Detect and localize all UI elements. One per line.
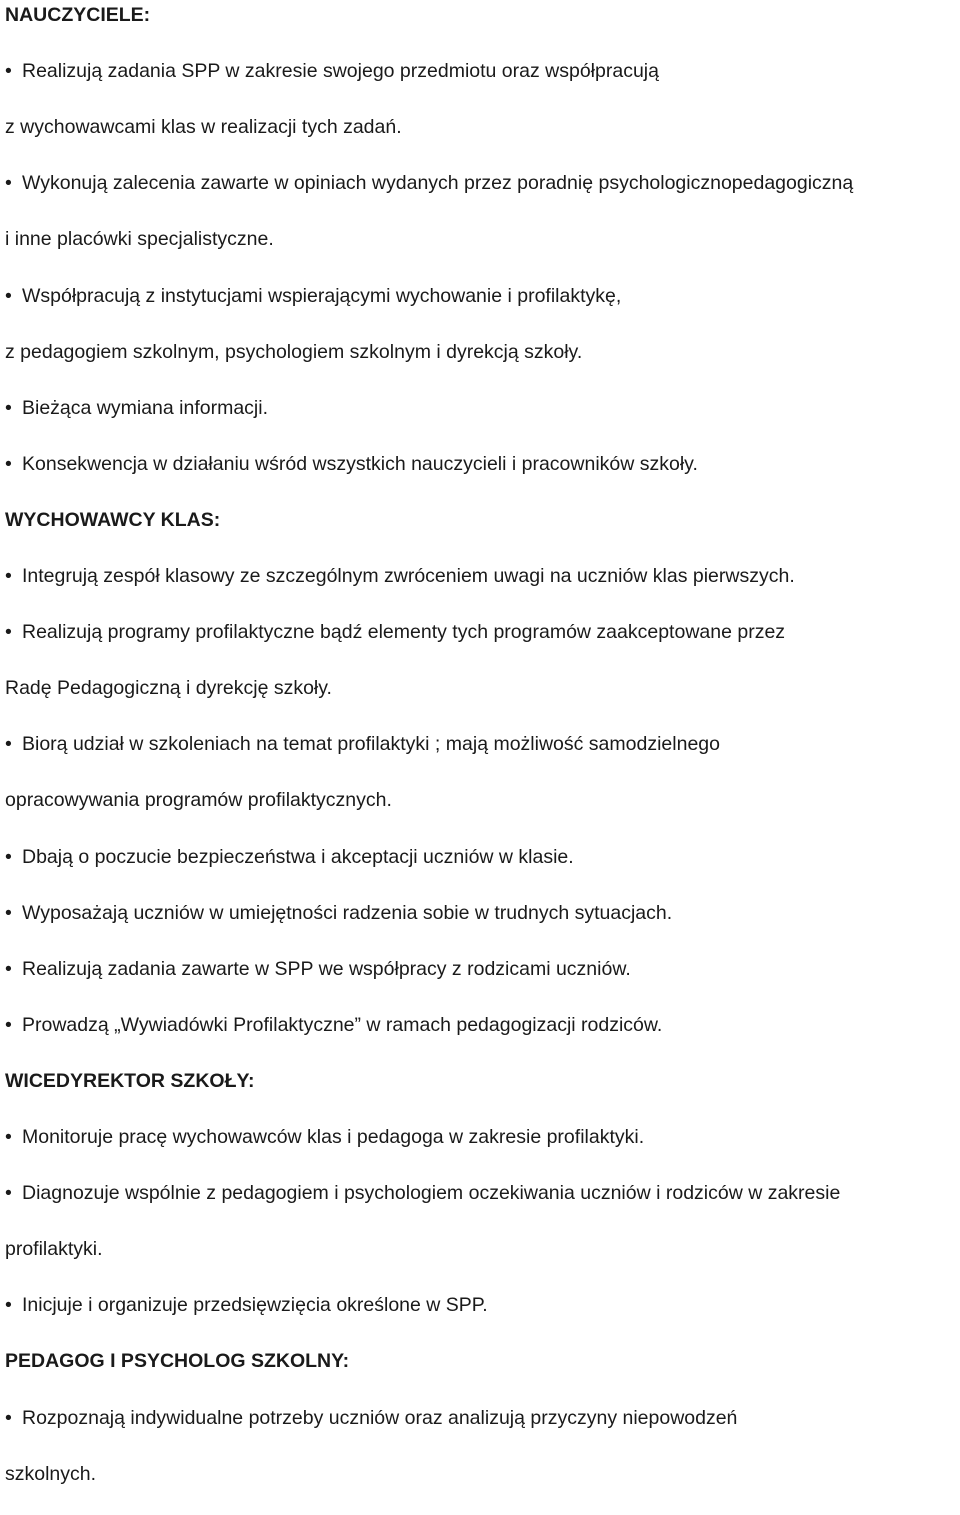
bullet-icon: • bbox=[5, 845, 12, 868]
bullet-icon: • bbox=[5, 1126, 12, 1148]
continuation-line bbox=[5, 224, 274, 280]
bullet-item bbox=[5, 393, 268, 449]
line-text: i inne placówki specjalistyczne. bbox=[5, 228, 274, 251]
bullet-icon: • bbox=[5, 565, 12, 587]
bullet-icon: • bbox=[5, 172, 12, 195]
bullet-item bbox=[5, 1290, 488, 1346]
line-text: Monitoruje pracę wychowawców klas i pedagoga w zakresie profilaktyki. bbox=[22, 1126, 645, 1148]
continuation-line bbox=[5, 673, 332, 729]
line-text: Realizują zadania SPP w zakresie swojego przedmiotu oraz współpracują bbox=[22, 60, 659, 83]
bullet-icon: • bbox=[5, 1406, 12, 1429]
line-text: Bieżąca wymiana informacji. bbox=[22, 396, 269, 419]
bullet-item bbox=[5, 561, 795, 617]
section-heading: PEDAGOG I PSYCHOLOG SZKOLNY: bbox=[5, 1350, 350, 1373]
line-text: szkolnych. bbox=[5, 1462, 97, 1485]
line-text: opracowywania programów profilaktycznych. bbox=[5, 789, 392, 812]
section-heading: WYCHOWAWCY KLAS: bbox=[5, 508, 221, 531]
line-text: Prowadzą „Wywiadówki Profilaktyczne” w ramach pedagogizacji rodziców. bbox=[22, 1013, 663, 1036]
line-text: z pedagogiem szkolnym, psychologiem szkolnym i dyrekcją szkoły. bbox=[5, 340, 583, 363]
line-text: Konsekwencja w działaniu wśród wszystkich nauczycieli i pracowników szkoły. bbox=[22, 452, 698, 475]
bullet-icon: • bbox=[5, 452, 12, 475]
line-text: Diagnozuje wspólnie z pedagogiem i psychologiem oczekiwania uczniów i rodziców w zakresie bbox=[22, 1182, 841, 1205]
continuation-line bbox=[5, 112, 402, 168]
line-text: Wykonują zalecenia zawarte w opiniach wydanych przez poradnię psychologicznopedagogiczną bbox=[22, 172, 854, 195]
bullet-item bbox=[5, 729, 720, 785]
bullet-icon: • bbox=[5, 1294, 12, 1317]
bullet-icon: • bbox=[5, 901, 12, 924]
line-text: Wyposażają uczniów w umiejętności radzenia sobie w trudnych sytuacjach. bbox=[22, 901, 673, 924]
section-heading: NAUCZYCIELE: bbox=[5, 4, 151, 26]
line-text: Współpracują z instytucjami wspierającymi wychowanie i profilaktykę, bbox=[22, 284, 622, 307]
bullet-item bbox=[5, 449, 698, 505]
bullet-item bbox=[5, 898, 672, 954]
bullet-icon: • bbox=[5, 1182, 12, 1205]
bullet-icon: • bbox=[5, 284, 12, 307]
bullet-item bbox=[5, 1010, 662, 1066]
continuation-line bbox=[5, 1459, 96, 1515]
bullet-item bbox=[5, 842, 574, 898]
bullet-icon: • bbox=[5, 60, 12, 83]
line-text: profilaktyki. bbox=[5, 1238, 103, 1261]
line-text: z wychowawcami klas w realizacji tych zadań. bbox=[5, 116, 402, 139]
continuation-line bbox=[5, 337, 582, 393]
line-text: Integrują zespół klasowy ze szczególnym zwróceniem uwagi na uczniów klas pierwszych. bbox=[22, 565, 795, 587]
line-text: Dbają o poczucie bezpieczeństwa i akceptacji uczniów w klasie. bbox=[22, 845, 574, 868]
bullet-item bbox=[5, 1122, 644, 1178]
bullet-icon: • bbox=[5, 1013, 12, 1036]
line-text: Biorą udział w szkoleniach na temat profilaktyki ; mają możliwość samodzielnego bbox=[22, 733, 720, 756]
continuation-line bbox=[5, 1234, 103, 1290]
line-text: Inicjuje i organizuje przedsięwzięcia określone w SPP. bbox=[22, 1294, 488, 1317]
line-text: Radę Pedagogiczną i dyrekcję szkoły. bbox=[5, 677, 332, 700]
bullet-item bbox=[5, 1403, 737, 1459]
bullet-item bbox=[5, 1178, 840, 1234]
bullet-icon: • bbox=[5, 733, 12, 756]
line-text: Realizują programy profilaktyczne bądź elementy tych programów zaakceptowane przez bbox=[22, 621, 786, 644]
bullet-icon: • bbox=[5, 621, 12, 644]
bullet-item bbox=[5, 617, 785, 673]
section-heading: WICEDYREKTOR SZKOŁY: bbox=[5, 1069, 255, 1092]
bullet-item bbox=[5, 56, 659, 112]
bullet-icon: • bbox=[5, 957, 12, 980]
bullet-item bbox=[5, 168, 853, 224]
line-text: Realizują zadania zawarte w SPP we współpracy z rodzicami uczniów. bbox=[22, 957, 631, 980]
bullet-item bbox=[5, 281, 621, 337]
bullet-icon: • bbox=[5, 396, 12, 419]
line-text: Rozpoznają indywidualne potrzeby uczniów oraz analizują przyczyny niepowodzeń bbox=[22, 1406, 738, 1429]
continuation-line bbox=[5, 785, 392, 841]
bullet-item bbox=[5, 954, 631, 1010]
